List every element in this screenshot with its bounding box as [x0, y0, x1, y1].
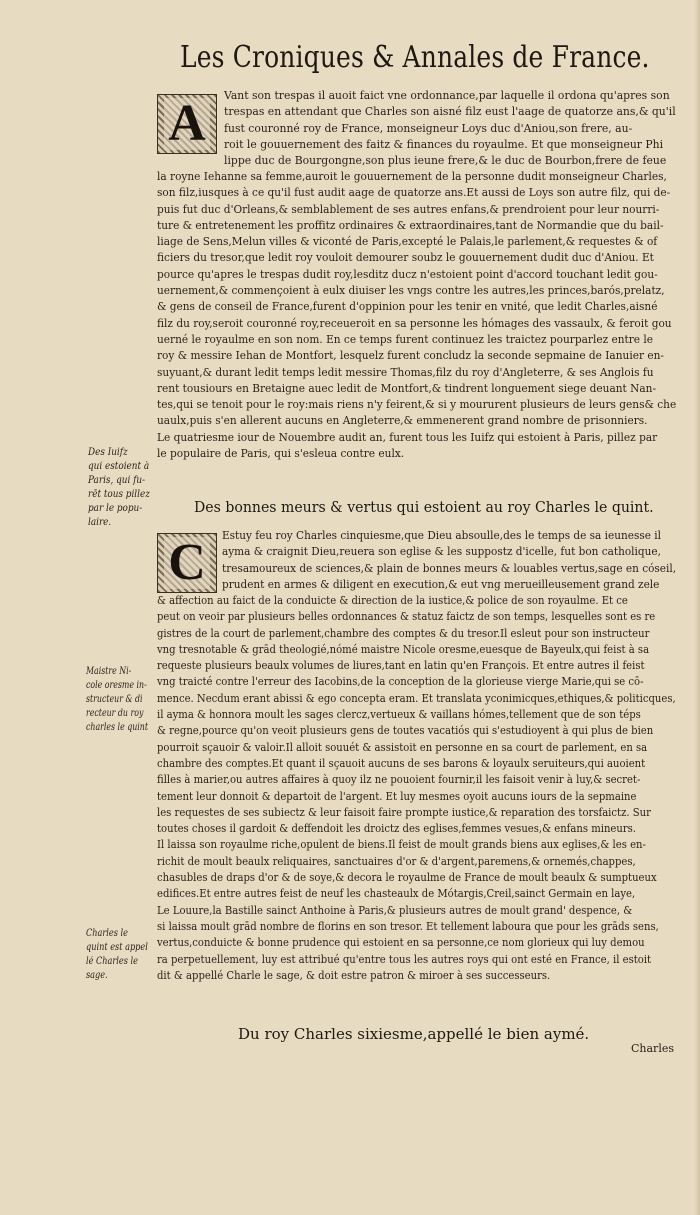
margin-note-line: par le popu-	[88, 503, 143, 514]
text-line: peut on veoir par plusieurs belles ordonnances & statuz faictz de son temps, lesquelles sont es re	[157, 610, 656, 624]
text-line: richit de moult beaulx reliquaires, sanctuaires d'or & d'argent,paremens,& ornemés,chappes,	[157, 854, 636, 868]
text-line: roit le gouuernement des faitz & finances du royaulme. Et que monseigneur Phi	[224, 137, 664, 151]
text-line: pourroit sçauoir & valoir.Il alloit souuét & assistoit en personne en sa court de parlement, en sa	[157, 740, 648, 754]
text-line: lippe duc de Bourgongne,son plus ieune frere,& le duc de Bourbon,frere de feue	[224, 154, 667, 168]
text-line: filles à marier,ou autres affaires à quoy ilz ne pouoient fournir,il les faisoit venir à luy,& secret-	[157, 773, 641, 787]
margin-note-line: cole oresme in-	[86, 680, 147, 691]
margin-note-line: charles le quint	[86, 722, 149, 733]
text-line: pource qu'apres le trespas dudit roy,lesditz ducz n'estoient point d'accord touchant ledit gou-	[157, 267, 658, 281]
text-line: edifices.Et entre autres feist de neuf les chasteaulx de Mótargis,Creil,sainct Germain en laye,	[157, 887, 636, 901]
text-line: Il laissa son royaulme riche,opulent de biens.Il feist de moult grands biens aux eglises,& les en-	[157, 838, 646, 852]
text-line: Le quatriesme iour de Nouembre audit an, furent tous les Iuifz qui estoient à Paris, pillez par	[157, 430, 658, 444]
text-line: tresamoureux de sciences,& plain de bonnes meurs & louables vertus,sage en cóseil,	[222, 561, 677, 575]
text-line: ra perpetuellement, luy est attribué qu'entre tous les autres roys qui ont esté en France, il estoit	[157, 952, 652, 966]
margin-note-line: recteur du roy	[86, 708, 144, 719]
text-line: prudent en armes & diligent en execution,& eut vng merueilleusement grand zele	[222, 577, 660, 591]
section-heading-charles-vi: Du roy Charles sixiesme,appellé le bien aymé.	[238, 1025, 590, 1043]
text-line: son filz,iusques à ce qu'il fust audit aage de quatorze ans.Et aussi de Loys son autre filz, qui de-	[157, 186, 671, 200]
text-line: suyuant,& durant ledit temps ledit messire Thomas,filz du roy d'Angleterre, & ses Anglois fu	[157, 365, 654, 379]
page-title: Les Croniques & Annales de France.	[180, 40, 650, 75]
text-line: dit & appellé Charle le sage, & doit estre patron & miroer à ses successeurs.	[157, 968, 551, 982]
text-line: uaulx,puis s'en allerent aucuns en Angleterre,& emmenerent grand nombre de prisonniers.	[157, 414, 648, 428]
section-heading-charles-v: Des bonnes meurs & vertus qui estoient au roy Charles le quint.	[194, 498, 654, 516]
text-line: gistres de la court de parlement,chambre des comptes & du tresor.Il esleut pour son instructeur	[157, 626, 650, 640]
text-line: si laissa moult grād nombre de florins en son tresor. Et tellement laboura que pour les grāds sens,	[157, 919, 659, 933]
text-line: uerné le royaulme en son nom. En ce temps furent continuez les traictez pourparlez entre le	[157, 332, 654, 346]
margin-note-nicole-oresme	[86, 665, 165, 735]
text-line: Vant son trespas il auoit faict vne ordonnance,par laquelle il ordona qu'apres son	[224, 89, 670, 102]
text-line: filz du roy,seroit couronné roy,receueroit en sa personne les hómages des vassaulx, & feroit gou	[157, 316, 672, 330]
text-line: le populaire de Paris, qui s'esleua contre eulx.	[157, 447, 405, 461]
text-line: tement leur donnoit & departoit de l'argent. Et luy mesmes oyoit aucuns iours de la sepmaine	[157, 789, 637, 803]
section2-intro-lines	[222, 528, 698, 593]
text-line: fust couronné roy de France, monseigneur Loys duc d'Aniou,son frere, au-	[224, 121, 633, 135]
text-line: Le Louure,la Bastille sainct Anthoine à Paris,& plusieurs autres de moult grand' despence, &	[157, 903, 633, 917]
text-line: mence. Necdum erant abissi & ego concepta eram. Et translata yconimicques,ethiques,& politicques,	[157, 691, 676, 705]
text-line: ture & entretenement les proffitz ordinaires & extraordinaires,tant de Normandie que du bail-	[157, 218, 664, 232]
text-line: roy & messire Iehan de Montfort, lesquelz furent concludz la seconde sepmaine de Ianuier en-	[157, 349, 664, 363]
section1-body	[157, 169, 698, 462]
text-line: puis fut duc d'Orleans,& semblablement de ses autres enfans,& prendroient pour leur nourri-	[157, 202, 660, 216]
text-line: il ayma & honnora moult les sages clercz,vertueux & vaillans hómes,tellement que de son téps	[157, 708, 641, 722]
margin-note-line: quint est appel	[86, 942, 148, 953]
decorated-initial-a	[157, 94, 217, 154]
text-line: liage de Sens,Melun villes & viconté de Paris,excepté le Palais,le parlement,& requestes & of	[157, 235, 658, 249]
section2-body	[157, 593, 700, 984]
decorated-initial-c	[157, 533, 217, 593]
text-line: vng traicté contre l'erreur des Iacobins,de la conception de la glorieuse vierge Marie,qui se cō-	[157, 675, 644, 689]
text-line: la royne Iehanne sa femme,auroit le gouuernement de la personne dudit monseigneur Charles,	[157, 170, 667, 183]
text-line: & regne,pource qu'on veoit plusieurs gens de toutes vacatiós qui s'estudioyent à qui plus de bien	[157, 724, 654, 738]
text-line: toutes choses il gardoit & deffendoit les droictz des eglises,femmes vesues,& enfans mineurs.	[157, 822, 637, 836]
text-line: vertus,conduicte & bonne prudence qui estoient en sa personne,ce nom glorieux qui luy demou	[157, 936, 645, 950]
text-line: ayma & craignit Dieu,reuera son eglise & les suppostz d'icelle, fut bon catholique,	[222, 545, 661, 559]
section1-intro-lines	[224, 88, 684, 169]
margin-note-line: qui estoient à	[88, 461, 150, 472]
margin-note-line: sage.	[86, 970, 108, 981]
text-line: trespas en attendant que Charles son aisné filz eust l'aage de quatorze ans,& qu'il	[224, 105, 676, 119]
margin-note-line: laire.	[88, 517, 112, 528]
text-line: & gens de conseil de France,furent d'oppinion pour les tenir en vnité, que ledit Charles,aisné	[157, 300, 658, 314]
dropcap-letter: C	[164, 537, 210, 589]
margin-note-line: rēt tous pillez	[88, 489, 150, 500]
margin-note-jews	[88, 446, 158, 530]
text-line: Estuy feu roy Charles cinquiesme,que Dieu absoulle,des le temps de sa ieunesse il	[222, 529, 661, 542]
catchword: Charles	[631, 1042, 674, 1055]
text-line: & affection au faict de la conduicte & direction de la iustice,& police de son royaulme. Et ce	[157, 594, 628, 607]
text-line: les requestes de ses subiectz & leur faisoit faire prompte iustice,& reparation des torsfaictz. Sur	[157, 805, 651, 819]
text-line: requeste plusieurs beaulx volumes de liures,tant en latin qu'en François. Et entre autres il feist	[157, 659, 645, 673]
text-line: rent tousiours en Bretaigne auec ledit de Montfort,& tindrent longuement siege deuant Nan-	[157, 381, 657, 395]
text-line: vng tresnotable & grād theologié,nómé maistre Nicole oresme,euesque de Bayeulx,qui feist à sa	[157, 642, 650, 656]
dropcap-letter: A	[164, 98, 210, 150]
text-line: uernement,& commençoient à eulx diuiser les vngs contre les autres,les princes,barós,prelatz,	[157, 284, 665, 298]
margin-note-line: Maistre Ni-	[86, 666, 132, 677]
margin-note-charles-le-sage	[86, 927, 162, 983]
margin-note-line: Charles le	[86, 928, 128, 939]
margin-note-line: Paris, qui fu-	[88, 475, 146, 486]
margin-note-line: lé Charles le	[86, 956, 138, 967]
margin-note-line: structeur & di	[86, 694, 143, 705]
page-edge-shadow	[694, 0, 700, 1215]
margin-note-line: Des Iuifz	[88, 447, 128, 458]
text-line: chasubles de draps d'or & de soye,& decora le royaulme de France de moult beaulx & sumptueux	[157, 871, 657, 885]
text-line: tes,qui se tenoit pour le roy:mais riens n'y feirent,& si y moururent plusieurs de leurs gens& che	[157, 398, 677, 412]
text-line: ficiers du tresor,que ledit roy vouloit demourer soubz le gouuernement dudit duc d'Aniou. Et	[157, 251, 654, 265]
text-line: chambre des comptes.Et quant il sçauoit aucuns de ses barons & loyaulx seruiteurs,qui auoient	[157, 756, 646, 770]
